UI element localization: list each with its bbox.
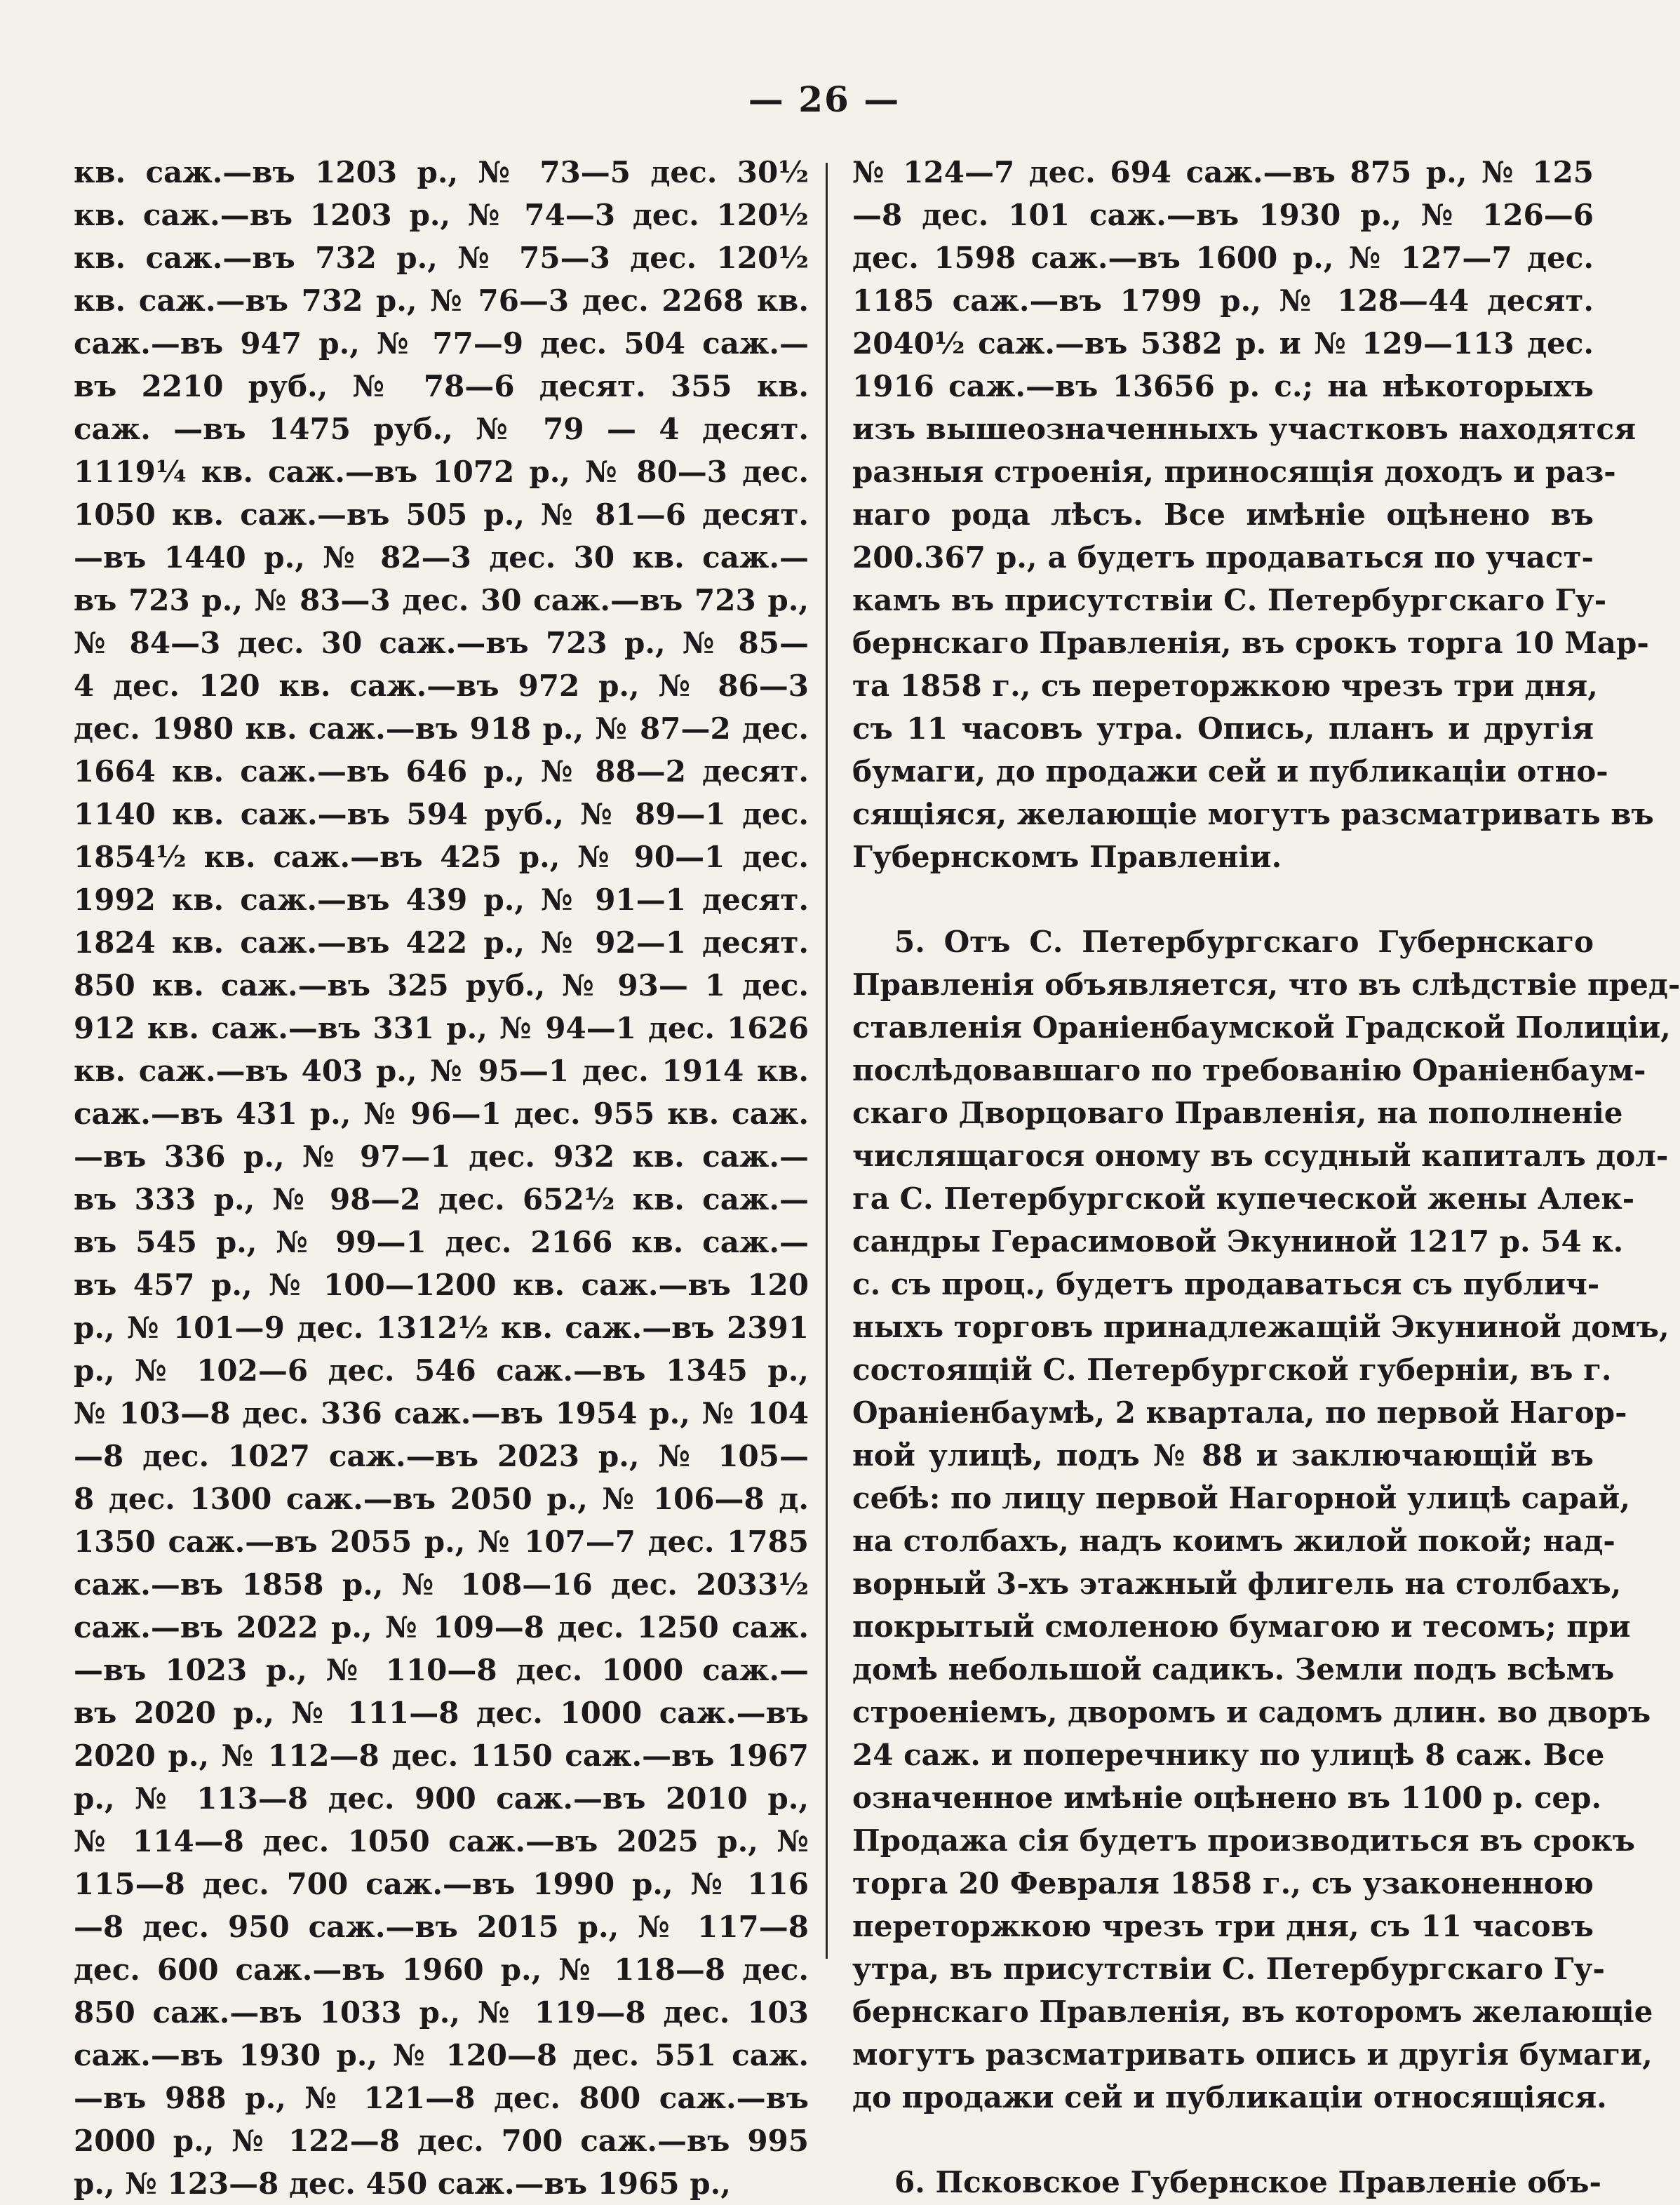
text-line: въ 723 р., № 83—3 дес. 30 саж.—въ 723 р., bbox=[74, 583, 809, 617]
text-line: 850 саж.—въ 1033 р., № 119—8 дес. 103 bbox=[74, 1995, 809, 2030]
text-line: Ораніенбаумѣ, 2 квартала, по первой Нагор- bbox=[852, 1395, 1627, 1430]
text-line: р., № 102—6 дес. 546 саж.—въ 1345 р., bbox=[74, 1353, 809, 1388]
text-line: саж.—въ 947 р., № 77—9 дес. 504 саж.— bbox=[74, 326, 809, 361]
text-line: —8 дес. 950 саж.—въ 2015 р., № 117—8 bbox=[74, 1910, 809, 1944]
text-line: № 124—7 дес. 694 саж.—въ 875 р., № 125 bbox=[852, 155, 1594, 189]
text-line: въ 545 р., № 99—1 дес. 2166 кв. саж.— bbox=[74, 1225, 809, 1259]
text-line: переторжкою чрезъ три дня, съ 11 часовъ bbox=[852, 1909, 1594, 1943]
text-line: 24 саж. и поперечнику по улицѣ 8 саж. Все bbox=[852, 1738, 1605, 1772]
text-line: Губернскомъ Правленіи. bbox=[852, 840, 1282, 874]
text-line: —8 дес. 1027 саж.—въ 2023 р., № 105— bbox=[74, 1439, 809, 1473]
text-line: 200.367 р., а будетъ продаваться по участ- bbox=[852, 540, 1594, 575]
column-divider bbox=[826, 163, 828, 1959]
text-line: Правленія объявляется, что въ слѣдствіе пред- bbox=[852, 967, 1680, 1002]
text-line: скаго Дворцоваго Правленія, на пополненіе bbox=[852, 1096, 1623, 1130]
text-line: въ 457 р., № 100—1200 кв. саж.—въ 120 bbox=[74, 1268, 809, 1302]
text-line: бернскаго Правленія, въ срокъ торга 10 Мар- bbox=[852, 626, 1649, 660]
text-line: саж. —въ 1475 руб., № 79 — 4 десят. bbox=[74, 412, 809, 446]
text-line: утра, въ присутствіи С. Петербургскаго Гу- bbox=[852, 1952, 1605, 1986]
text-line: 5. Отъ С. Петербургскаго Губернскаго bbox=[894, 925, 1594, 959]
text-line: изъ вышеозначенныхъ участковъ находятся bbox=[852, 412, 1637, 446]
text-line: въ 2020 р., № 111—8 дес. 1000 саж.—въ bbox=[74, 1696, 809, 1730]
text-line: камъ въ присутствіи С. Петербургскаго Гу- bbox=[852, 583, 1607, 617]
text-line: въ 333 р., № 98—2 дес. 652½ кв. саж.— bbox=[74, 1182, 809, 1217]
text-line: на столбахъ, надъ коимъ жилой покой; над- bbox=[852, 1524, 1615, 1558]
text-line: дес. 600 саж.—въ 1960 р., № 118—8 дес. bbox=[74, 1952, 809, 1987]
text-line: 1916 саж.—въ 13656 р. с.; на нѣкоторыхъ bbox=[852, 369, 1594, 403]
text-line: р., № 113—8 дес. 900 саж.—въ 2010 р., bbox=[74, 1781, 809, 1816]
text-line: 8 дес. 1300 саж.—въ 2050 р., № 106—8 д. bbox=[74, 1482, 809, 1516]
text-line: бернскаго Правленія, въ которомъ желающіе bbox=[852, 1995, 1653, 2029]
text-line: 4 дес. 120 кв. саж.—въ 972 р., № 86—3 bbox=[74, 669, 809, 703]
text-line: себѣ: по лицу первой Нагорной улицѣ сарай, bbox=[852, 1481, 1630, 1515]
text-line: кв. саж.—въ 1203 р., № 74—3 дес. 120½ bbox=[74, 198, 809, 232]
text-line: съ 11 часовъ утра. Опись, планъ и другія bbox=[852, 711, 1594, 746]
text-line: —въ 988 р., № 121—8 дес. 800 саж.—въ bbox=[74, 2081, 809, 2115]
text-line: 1350 саж.—въ 2055 р., № 107—7 дес. 1785 bbox=[74, 1524, 809, 1559]
text-line: сящіяся, желающіе могутъ разсматривать въ bbox=[852, 797, 1654, 831]
text-line: домѣ небольшой садикъ. Земли подъ всѣмъ bbox=[852, 1652, 1615, 1687]
text-line: —въ 1023 р., № 110—8 дес. 1000 саж.— bbox=[74, 1653, 809, 1687]
text-line: та 1858 г., съ переторжкою чрезъ три дня, bbox=[852, 669, 1598, 703]
text-line: саж.—въ 2022 р., № 109—8 дес. 1250 саж. bbox=[74, 1610, 809, 1644]
text-line: кв. саж.—въ 732 р., № 76—3 дес. 2268 кв. bbox=[74, 283, 809, 318]
text-line: —8 дес. 101 саж.—въ 1930 р., № 126—6 bbox=[852, 198, 1594, 232]
text-line: покрытый смоленою бумагою и тесомъ; при bbox=[852, 1609, 1631, 1644]
text-line: бумаги, до продажи сей и публикаціи отно- bbox=[852, 754, 1608, 789]
text-line: 1664 кв. саж.—въ 646 р., № 88—2 десят. bbox=[74, 754, 809, 789]
text-line: кв. саж.—въ 403 р., № 95—1 дес. 1914 кв. bbox=[74, 1054, 809, 1088]
text-line: саж.—въ 1858 р., № 108—16 дес. 2033½ bbox=[74, 1567, 809, 1602]
text-line: ныхъ торговъ принадлежащій Экуниной домъ, bbox=[852, 1310, 1669, 1344]
text-line: № 114—8 дес. 1050 саж.—въ 2025 р., № bbox=[74, 1824, 809, 1858]
text-line: саж.—въ 431 р., № 96—1 дес. 955 кв. саж. bbox=[74, 1097, 809, 1131]
text-line: числящагося оному въ ссудный капиталъ дол- bbox=[852, 1139, 1669, 1173]
text-line: состоящій С. Петербургской губерніи, въ г. bbox=[852, 1353, 1612, 1387]
text-line: 6. Псковское Губернское Правленіе объ- bbox=[894, 2165, 1601, 2199]
text-line: —въ 336 р., № 97—1 дес. 932 кв. саж.— bbox=[74, 1139, 809, 1174]
text-line: № 103—8 дес. 336 саж.—въ 1954 р., № 104 bbox=[74, 1396, 809, 1430]
text-line: с. съ проц., будетъ продаваться съ публич- bbox=[852, 1267, 1600, 1301]
text-line: Продажа сія будетъ производиться въ срокъ bbox=[852, 1823, 1635, 1858]
text-line: послѣдовавшаго по требованію Ораніенбаум- bbox=[852, 1053, 1646, 1087]
text-line: саж.—въ 1930 р., № 120—8 дес. 551 саж. bbox=[74, 2038, 809, 2072]
text-line: р., № 101—9 дес. 1312½ кв. саж.—въ 2391 bbox=[74, 1311, 809, 1345]
text-line: въ 2210 руб., № 78—6 десят. 355 кв. bbox=[74, 369, 809, 403]
text-line: кв. саж.—въ 732 р., № 75—3 дес. 120½ bbox=[74, 241, 809, 275]
text-line: 912 кв. саж.—въ 331 р., № 94—1 дес. 1626 bbox=[74, 1011, 809, 1045]
text-line: р., № 123—8 дес. 450 саж.—въ 1965 р., bbox=[74, 2166, 731, 2201]
text-line: торга 20 Февраля 1858 г., съ узаконенною bbox=[852, 1866, 1594, 1901]
text-line: 115—8 дес. 700 саж.—въ 1990 р., № 116 bbox=[74, 1867, 809, 1901]
text-line: га С. Петербургской купеческой жены Алек- bbox=[852, 1181, 1635, 1216]
paragraph-5 bbox=[852, 920, 1680, 2119]
text-line: 1119¼ кв. саж.—въ 1072 р., № 80—3 дес. bbox=[74, 455, 809, 489]
text-line: 2020 р., № 112—8 дес. 1150 саж.—въ 1967 bbox=[74, 1738, 809, 1773]
paragraph-6 bbox=[852, 2161, 1601, 2204]
text-line: № 84—3 дес. 30 саж.—въ 723 р., № 85— bbox=[74, 626, 809, 660]
text-line: разныя строенія, приносящія доходъ и раз- bbox=[852, 455, 1616, 489]
text-line: 2040½ саж.—въ 5382 р. и № 129—113 дес. bbox=[852, 326, 1594, 361]
text-line: дес. 1980 кв. саж.—въ 918 р., № 87—2 дес. bbox=[74, 711, 809, 746]
text-line: 850 кв. саж.—въ 325 руб., № 93— 1 дес. bbox=[74, 968, 809, 1003]
text-line: 1824 кв. саж.—въ 422 р., № 92—1 десят. bbox=[74, 925, 809, 960]
text-line: до продажи сей и публикаціи относящіяся. bbox=[852, 2080, 1607, 2114]
paragraph-continued bbox=[852, 151, 1654, 878]
text-line: сандры Герасимовой Экуниной 1217 р. 54 к. bbox=[852, 1224, 1624, 1259]
text-line: наго рода лѣсъ. Все имѣніе оцѣнено въ bbox=[852, 497, 1594, 532]
page-number: — 26 — bbox=[748, 79, 901, 120]
text-line: ворный 3-хъ этажный флигель на столбахъ, bbox=[852, 1567, 1622, 1601]
text-line: 1854½ кв. саж.—въ 425 р., № 90—1 дес. bbox=[74, 840, 809, 874]
text-line: означенное имѣніе оцѣнено въ 1100 р. сер. bbox=[852, 1781, 1602, 1815]
text-line: ной улицѣ, подъ № 88 и заключающій въ bbox=[852, 1438, 1594, 1473]
left-column bbox=[74, 151, 809, 2205]
text-line: 1050 кв. саж.—въ 505 р., № 81—6 десят. bbox=[74, 497, 809, 532]
text-line: 1992 кв. саж.—въ 439 р., № 91—1 десят. bbox=[74, 883, 809, 917]
text-line: ставленія Ораніенбаумской Градской Полиціи, bbox=[852, 1010, 1671, 1045]
text-line: —въ 1440 р., № 82—3 дес. 30 кв. саж.— bbox=[74, 540, 809, 575]
right-column bbox=[852, 151, 1680, 2204]
text-line: строеніемъ, дворомъ и садомъ длин. во дворъ bbox=[852, 1695, 1651, 1729]
text-line: 1185 саж.—въ 1799 р., № 128—44 десят. bbox=[852, 283, 1594, 318]
text-line: 1140 кв. саж.—въ 594 руб., № 89—1 дес. bbox=[74, 797, 809, 831]
text-line: могутъ разсматривать опись и другія бумаги, bbox=[852, 2037, 1653, 2072]
text-line: 2000 р., № 122—8 дес. 700 саж.—въ 995 bbox=[74, 2124, 809, 2158]
text-line: дес. 1598 саж.—въ 1600 р., № 127—7 дес. bbox=[852, 241, 1594, 275]
text-line: кв. саж.—въ 1203 р., № 73—5 дес. 30½ bbox=[74, 155, 809, 189]
